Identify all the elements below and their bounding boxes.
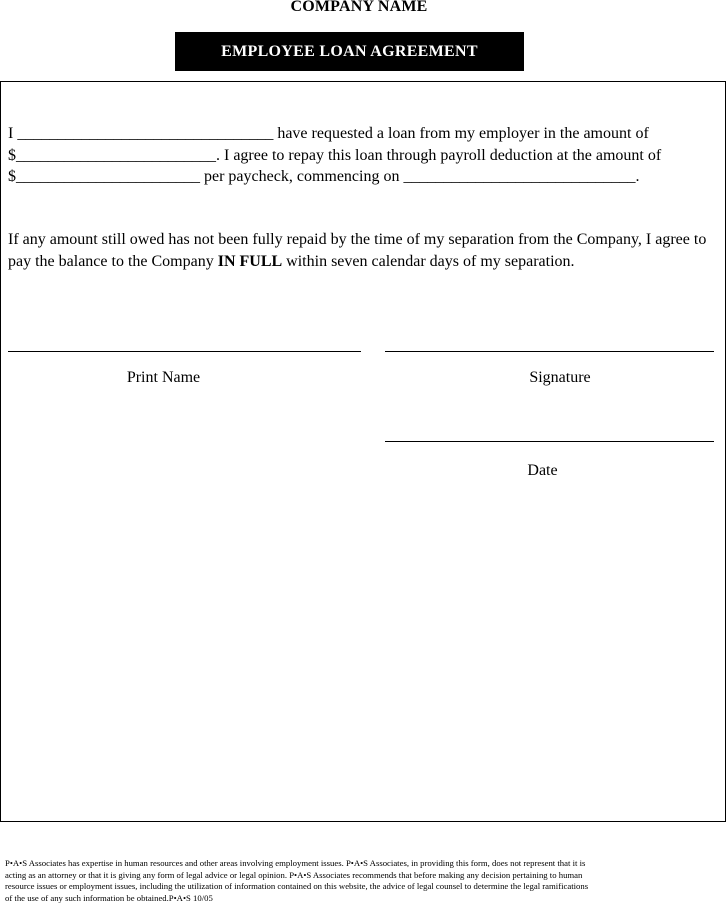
print-name-label: Print Name <box>126 369 201 386</box>
in-full-emphasis: IN FULL <box>217 252 283 270</box>
p1-end: . <box>635 168 640 185</box>
date-line[interactable] <box>385 441 714 442</box>
p2-end: within seven calendar days of my separation. <box>282 252 575 270</box>
date-label: Date <box>527 462 558 479</box>
loan-amount-blank[interactable]: _________________________ <box>16 146 216 164</box>
form-frame <box>0 81 726 822</box>
paycheck-amount-blank[interactable]: _______________________ <box>16 168 200 185</box>
p2-start: If any amount still owed has not been fully repaid by the time of my separation from the Company, I agree to pay the balance to the Company <box>8 231 707 270</box>
print-name-line[interactable] <box>8 351 361 352</box>
commencement-date-blank[interactable]: _____________________________ <box>403 168 636 185</box>
company-name: COMPANY NAME <box>290 0 428 15</box>
signature-line[interactable] <box>385 351 714 352</box>
employee-name-blank[interactable]: ________________________________ <box>17 125 274 142</box>
disclaimer-line: of the use of any such information be obtained.P•A•S 10/05 <box>5 892 213 903</box>
p1-after-paycheck: per paycheck, commencing on <box>200 168 404 185</box>
signature-label: Signature <box>529 369 591 386</box>
legal-disclaimer <box>5 858 725 904</box>
loan-request-paragraph <box>8 123 720 188</box>
form-title: EMPLOYEE LOAN AGREEMENT <box>175 32 524 71</box>
p1-after-amount: . I agree to repay this loan through payroll deduction at the amount of $ <box>8 146 662 185</box>
separation-paragraph <box>8 229 720 272</box>
p1-after-name: have requested a loan from my employer in the amount of $ <box>8 125 649 164</box>
disclaimer-line: P•A•S Associates has expertise in human resources and other areas involving employment issues. P•A•S Associates, in providing this form, does not represent that it is <box>5 858 586 868</box>
disclaimer-line: resource issues or employment issues, including the utilization of information contained on this website, the advice of legal counsel to determine the legal ramifications <box>5 881 589 892</box>
p1-start: I <box>8 125 18 142</box>
disclaimer-line: acting as an attorney or that it is giving any form of legal advice or legal opinion. P•A•S Associates recommends that before making any decision pertaining to human <box>5 869 583 880</box>
